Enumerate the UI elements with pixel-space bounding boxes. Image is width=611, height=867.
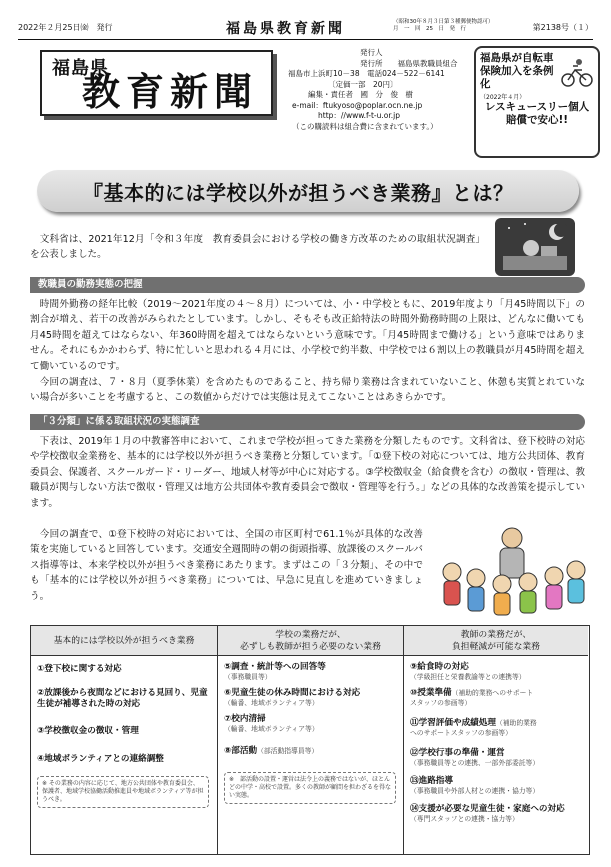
publisher-url[interactable]: http：//www.f-t-u.or.jp (318, 111, 400, 120)
publisher-note: （この購読料は組合費に含まれています。） (292, 121, 438, 131)
table-item (37, 754, 164, 765)
table-item (410, 662, 526, 682)
table-item (410, 776, 539, 796)
notice-slogan: レスキュースリー個人賠償で安心!! (484, 101, 590, 126)
table-item (37, 688, 213, 710)
item-label: ⑪学習評価や成績処理 (410, 718, 496, 728)
section2-paragraph-2: 今回の調査で、①登下校時の対応においては、全国の市区町村で61.1％が具体的な改善策を実施していると回答しています。交通安全週間時の朝の街頭指導、放課後のスクールバス指導等は、本来学校以外が担うべき業務にあたります。まずはこの「３分類」、その中でも「基本的には学校以外が担うべき業務」については、早急に見直しを進めていきましょう。 (30, 529, 423, 602)
item-sub: （事務職員や外部人材との連携・協力等） (410, 787, 540, 795)
item-label: ④地域ボランティアとの連絡調整 (37, 754, 164, 764)
column-header-text: 学校の業務だが、 (275, 629, 346, 640)
item-label: ⑨給食時の対応 (410, 662, 469, 672)
section1-paragraph-1: 時間外勤務の経年比較（2019～2021年度の４～８月）については、小・中学校ともに、2019年度より「月45時間以下」の割合が増え、若干の改善がみられたとしています。しかし、そもそも改正給特法の時間外勤務時間の上限は、どんなに働いても月45時間を超えてはならない、年360時間を超えてはならないという意味です。「月45時間まで働ける」という意味ではありません。それにもかかわらず、特に忙しいと思われる４月には、小学校で約半数、中学校では６割以上の教職員が月45時間を超えて働いているのです。 (30, 299, 585, 372)
publisher-price: 〔定価一部 20円〕 (328, 79, 398, 89)
masthead-title: 教育新聞 (82, 70, 259, 114)
item-sub: スタッフの参画等） (410, 699, 472, 707)
item-label: ⑫学校行事の準備・運営 (410, 748, 505, 758)
column-header (218, 626, 403, 656)
masthead-logo (40, 50, 273, 116)
item-sub: （事務職員等） (224, 673, 272, 681)
column-header (31, 626, 217, 656)
issue-number: 第2138号（１） (532, 23, 593, 32)
column-header-text: 基本的には学校以外が担うべき業務 (53, 635, 195, 646)
item-label: ⑭支援が必要な児童生徒・家庭への対応 (410, 804, 565, 814)
section2-paragraph-1: 下表は、2019年１月の中教審答申において、これまで学校が担ってきた業務を分類したものです。文科省は、登下校時の対応や学校徴収金業務を、基本的には学校以外が担うべき業務と分類しています。「①登下校の対応については、地方公共団体、教育委員会、保護者、スクールガード・リーダー、地域人材等が中心に対応する。③学校徴収金（給食費を含む）の徴収・管理は、教職員が関与しない方法で徴収・管理又は地方公共団体や教育委員会で徴収・管理等を行う。」などの具体的な改善策を提示しています。 (30, 436, 585, 509)
section1-paragraph-2: 今回の調査は、７・８月（夏季休業）を含めたものであること、持ち帰り業務は含まれていないこと、休憩も実質とれていない場合が多いことを考慮すると、この数値からだけでは実態は見えてこないことはあきらかです。 (30, 377, 585, 404)
item-label: ⑬進路指導 (410, 776, 453, 786)
table-item (224, 714, 319, 734)
paper-name: 福島県教育新聞 (226, 21, 345, 37)
intro-paragraph: 文科省は、2021年12月「令和３年度 教育委員会における学校の働き方改革のための取組状況調査」を公表しました。 (30, 234, 485, 261)
column-header-text: 負担軽減が可能な業務 (452, 641, 540, 652)
table-item (224, 688, 360, 708)
item-note: （補助的業務へのサポート (451, 689, 534, 697)
table-item (410, 688, 533, 708)
bicycle-insurance-notice (474, 46, 600, 158)
column-header (404, 626, 588, 656)
item-label: ②放課後から夜間などにおける見回り、児童生徒が補導された時の対応 (37, 688, 208, 709)
item-sub: （輪番、地域ボランティア等） (224, 699, 319, 707)
item-sub: へのサポートスタッフの参画等） (410, 729, 512, 737)
publisher-address: 福島市上浜町10－38 電話024－522－6141 (288, 69, 445, 78)
item-label: ⑩授業準備 (410, 688, 452, 698)
table-footnote: ※ その業務の内容に応じて、地方公共団体や教育委員会、保護者、地域学校協働活動推進員や地域ボランティア等が担うべき。 (37, 776, 209, 808)
table-column-non-teacher (217, 626, 403, 854)
item-sub: （事務職員等との連携、一部外部委託等） (410, 759, 540, 767)
section-heading-work-hours: 教職員の勤務実態の把握 (30, 277, 585, 293)
table-item (224, 662, 326, 682)
section-heading-three-categories: 「３分類」に係る取組状況の実態調査 (30, 414, 585, 430)
task-classification-table (30, 625, 590, 855)
column-header-text: 教師の業務だが、 (460, 629, 532, 640)
table-item (37, 726, 139, 737)
item-label: ①登下校に関する対応 (37, 664, 122, 674)
item-label: ⑥児童生徒の休み時間における対応 (224, 688, 361, 698)
license-text: （昭和30年８月３日第３種郵便物認可） 月 一 回 25 日 発 行 (393, 19, 502, 32)
headline-banner (37, 170, 579, 212)
item-note: （補助的業務 (495, 719, 537, 727)
table-column-outside-school (31, 626, 217, 854)
table-footnote: ※ 部活動の設置・運営は法令上の義務ではないが、ほとんどの中学・高校で設置。多くの教師が顧問を担わざるを得ない実態。 (224, 772, 396, 804)
publisher-line: 発行人 (360, 48, 383, 57)
item-note: （部活動指導員等） (257, 747, 319, 755)
column-header-text: 必ずしも教師が担う必要のない業務 (240, 641, 381, 652)
table-item (410, 748, 539, 768)
table-item (410, 804, 585, 824)
publisher-email[interactable]: e-mail：ftukyoso@poplar.ocn.ne.jp (292, 100, 423, 110)
publisher-line: 発行所 福島県教職員組合 (360, 58, 458, 68)
table-item (37, 664, 122, 675)
notice-title: 福島県が自転車保険加入を条例化 (480, 52, 554, 90)
night-work-illustration (495, 218, 575, 276)
headline-text: 『基本的には学校以外が担うべき業務』とは？ (83, 181, 514, 205)
issue-date: 2022年２月25日㈮ 発行 (18, 23, 113, 32)
item-label: ⑤調査・統計等への回答等 (224, 662, 326, 672)
item-sub: （専門スタッフとの連携・協力等） (410, 815, 519, 823)
table-column-reducible (403, 626, 588, 854)
table-item (224, 746, 318, 757)
publisher-editor: 編集・責任者 國 分 俊 樹 (308, 90, 413, 99)
bicycle-icon (560, 56, 594, 90)
item-label: ⑦校内清掃 (224, 714, 266, 724)
top-line (18, 18, 593, 40)
item-label: ⑧部活動 (224, 746, 258, 756)
item-label: ③学校徴収金の徴収・管理 (37, 726, 139, 736)
notice-date: （2022年４月） (480, 94, 526, 101)
publisher-info (288, 48, 478, 132)
item-sub: （輪番、地域ボランティア等） (224, 725, 319, 733)
item-sub: （学級担任と栄養教諭等との連携等） (410, 673, 526, 681)
teacher-children-illustration (432, 520, 592, 616)
table-item (410, 718, 537, 738)
masthead-prefecture: 福島県 (52, 58, 109, 79)
